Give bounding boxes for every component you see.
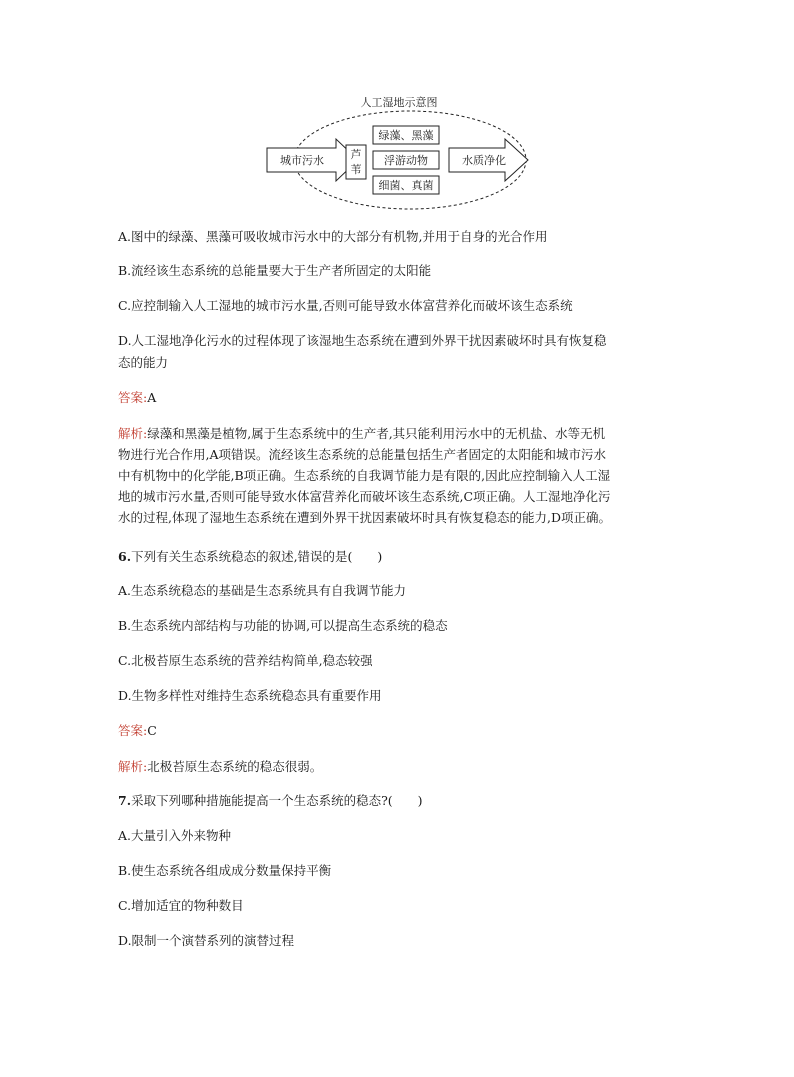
q5-option-c: C.应控制输入人工湿地的城市污水量,否则可能导致水体富营养化而破坏该生态系统 xyxy=(118,298,573,313)
explanation-line: 地的城市污水量,否则可能导致水体富营养化而破坏该生态系统,C项正确。人工湿地净化污 xyxy=(118,489,611,504)
explanation-line: 物进行光合作用,A项错误。流经该生态系统的总能量包括生产者固定的太阳能和城市污水 xyxy=(118,447,607,462)
q7-stem xyxy=(118,791,738,811)
question-text: 采取下列哪种措施能提高一个生态系统的稳态?( ) xyxy=(131,793,423,808)
reed-char-1: 芦 xyxy=(350,148,362,161)
question-number: 6. xyxy=(118,549,132,564)
diagram-title: 人工湿地示意图 xyxy=(360,96,438,109)
answer-label: 答案: xyxy=(118,390,148,405)
zooplankton-label: 浮游动物 xyxy=(384,154,428,167)
explanation-line: 水的过程,体现了湿地生态系统在遭到外界干扰因素破坏时具有恢复稳态的能力,D项正确。 xyxy=(118,510,611,525)
q6-stem xyxy=(118,547,738,567)
q5-explanation xyxy=(118,423,684,528)
answer-value: A xyxy=(147,390,157,405)
q6-option-d: D.生物多样性对维持生态系统稳态具有重要作用 xyxy=(118,688,382,703)
wetland-diagram-svg xyxy=(262,92,536,214)
input-label: 城市污水 xyxy=(280,154,324,167)
q6-option-b: B.生态系统内部结构与功能的协调,可以提高生态系统的稳态 xyxy=(118,618,448,633)
reed-char-2: 苇 xyxy=(350,163,362,176)
microbe-label: 细菌、真菌 xyxy=(378,179,434,192)
explanation-line: 绿藻和黑藻是植物,属于生态系统中的生产者,其只能利用污水中的无机盐、水等无机 xyxy=(147,426,606,441)
algae-label: 绿藻、黑藻 xyxy=(378,129,434,142)
q6-option-c: C.北极苔原生态系统的营养结构简单,稳态较强 xyxy=(118,653,373,668)
question-text: 下列有关生态系统稳态的叙述,错误的是( ) xyxy=(131,549,383,564)
q5-option-d-line1: D.人工湿地净化污水的过程体现了该湿地生态系统在遭到外界干扰因素破坏时具有恢复稳 xyxy=(118,333,607,348)
explanation-label: 解析: xyxy=(118,759,148,774)
q5-option-b: B.流经该生态系统的总能量要大于生产者所固定的太阳能 xyxy=(118,263,432,278)
question-number: 7. xyxy=(118,793,132,808)
explanation-text: 北极苔原生态系统的稳态很弱。 xyxy=(147,759,323,774)
q5-option-a: A.图中的绿藻、黑藻可吸收城市污水中的大部分有机物,并用于自身的光合作用 xyxy=(118,229,548,244)
wetland-diagram xyxy=(262,92,536,214)
q6-option-a: A.生态系统稳态的基础是生态系统具有自我调节能力 xyxy=(118,583,407,598)
q7-option-b: B.使生态系统各组成成分数量保持平衡 xyxy=(118,863,332,878)
explanation-label: 解析: xyxy=(118,426,148,441)
q6-answer xyxy=(118,721,738,741)
explanation-line: 中有机物中的化学能,B项正确。生态系统的自我调节能力是有限的,因此应控制输入人工湿 xyxy=(118,468,611,483)
q6-explanation xyxy=(118,757,738,777)
answer-value: C xyxy=(147,723,157,738)
q5-option-d-line2: 态的能力 xyxy=(118,355,169,370)
q5-answer xyxy=(118,388,738,408)
q7-option-c: C.增加适宜的物种数目 xyxy=(118,898,244,913)
answer-label: 答案: xyxy=(118,723,148,738)
q7-option-d: D.限制一个演替系列的演替过程 xyxy=(118,933,295,948)
output-label: 水质净化 xyxy=(462,154,506,167)
q7-option-a: A.大量引入外来物种 xyxy=(118,828,232,843)
